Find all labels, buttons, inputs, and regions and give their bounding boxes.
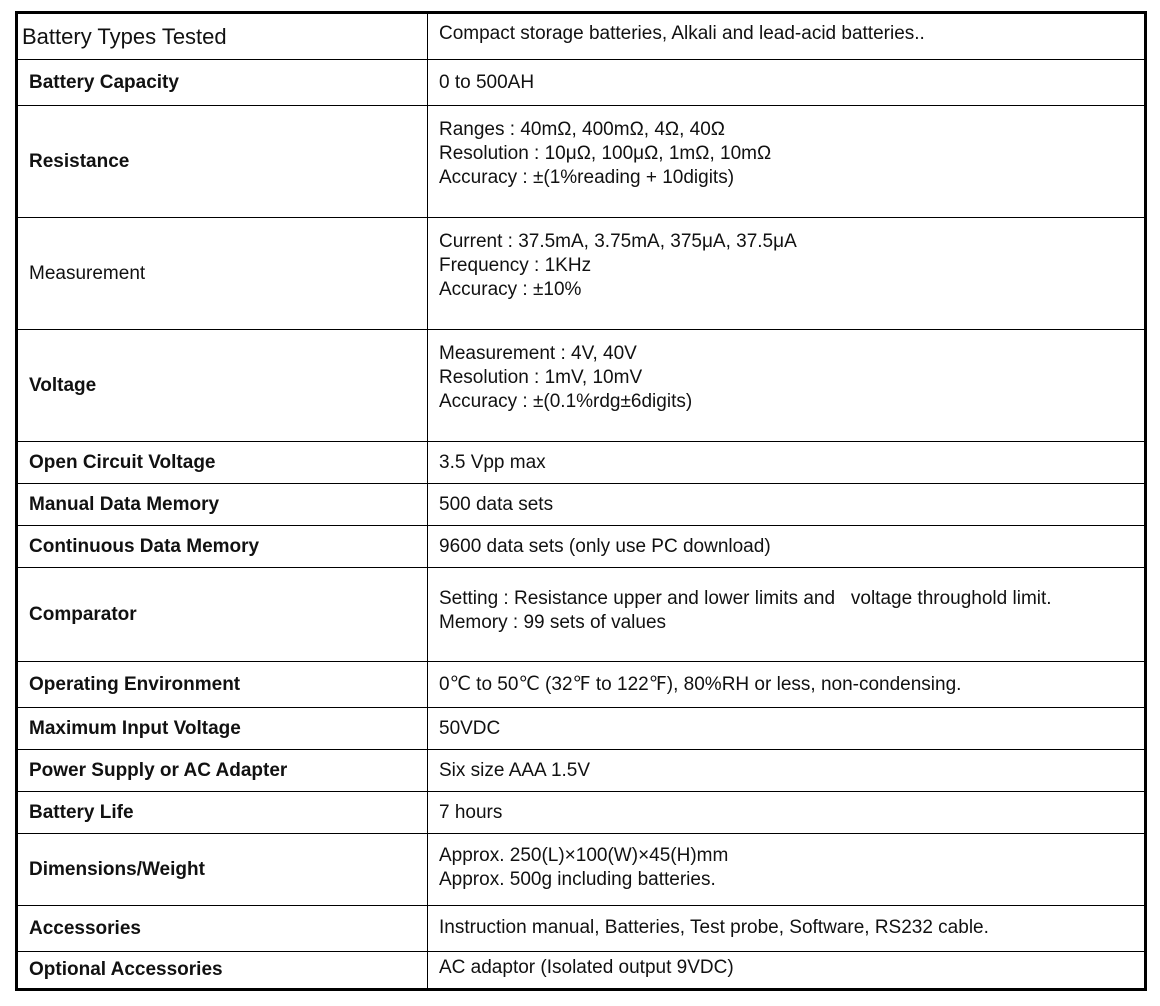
row-value: [428, 750, 1146, 792]
table-row: [17, 792, 1146, 834]
row-value: [428, 708, 1146, 750]
value-line: 50VDC: [439, 717, 501, 739]
table-row: [17, 484, 1146, 526]
value-line: 0 to 500AH: [439, 71, 535, 93]
table-row: [17, 218, 1146, 330]
row-value: [428, 442, 1146, 484]
row-label: Voltage: [17, 330, 428, 442]
row-value: [428, 13, 1146, 60]
row-label: Battery Types Tested: [17, 13, 428, 60]
row-label: Operating Environment: [17, 662, 428, 708]
table-row: [17, 13, 1146, 60]
row-label: Optional Accessories: [17, 952, 428, 990]
table-row: [17, 750, 1146, 792]
value-line: Compact storage batteries, Alkali and lead-acid batteries..: [439, 22, 925, 44]
row-label: Measurement: [17, 218, 428, 330]
value-line: Accuracy : ±(0.1%rdg±6digits): [439, 390, 693, 412]
row-value: [428, 568, 1146, 662]
table-row: [17, 60, 1146, 106]
value-line: Six size AAA 1.5V: [439, 759, 591, 781]
row-value: [428, 60, 1146, 106]
row-label: Battery Capacity: [17, 60, 428, 106]
row-label: Manual Data Memory: [17, 484, 428, 526]
table-row: [17, 330, 1146, 442]
value-line: Measurement : 4V, 40V: [439, 342, 637, 364]
value-line: Current : 37.5mA, 3.75mA, 375μA, 37.5μA: [439, 230, 797, 252]
value-line: Approx. 250(L)×100(W)×45(H)mm: [439, 844, 729, 866]
table-row: [17, 568, 1146, 662]
row-value: [428, 792, 1146, 834]
row-value: [428, 106, 1146, 218]
table-row: [17, 708, 1146, 750]
value-line: AC adaptor (Isolated output 9VDC): [439, 957, 734, 978]
value-line: 7 hours: [439, 801, 503, 823]
row-value: [428, 834, 1146, 906]
value-line: 3.5 Vpp max: [439, 451, 546, 473]
table-row: [17, 106, 1146, 218]
value-line: Memory : 99 sets of values: [439, 611, 667, 633]
row-value: [428, 526, 1146, 568]
row-value: [428, 906, 1146, 952]
value-line: Approx. 500g including batteries.: [439, 868, 716, 890]
value-line: Instruction manual, Batteries, Test probe, Software, RS232 cable.: [439, 916, 989, 938]
value-line: Accuracy : ±10%: [439, 278, 582, 300]
value-line: 9600 data sets (only use PC download): [439, 535, 771, 557]
row-label: Comparator: [17, 568, 428, 662]
row-value: [428, 952, 1146, 990]
value-line: Resolution : 1mV, 10mV: [439, 366, 643, 388]
value-line: 0℃ to 50℃ (32℉ to 122℉), 80%RH or less, non-condensing.: [439, 673, 962, 695]
row-label: Power Supply or AC Adapter: [17, 750, 428, 792]
row-label: Dimensions/Weight: [17, 834, 428, 906]
spec-table: [15, 11, 1147, 991]
row-value: [428, 484, 1146, 526]
value-line: 500 data sets: [439, 493, 554, 515]
row-label: Accessories: [17, 906, 428, 952]
value-line: Accuracy : ±(1%reading + 10digits): [439, 166, 735, 188]
value-line: Ranges : 40mΩ, 400mΩ, 4Ω, 40Ω: [439, 118, 726, 140]
table-row: [17, 906, 1146, 952]
value-line: Resolution : 10μΩ, 100μΩ, 1mΩ, 10mΩ: [439, 142, 772, 164]
table-row: [17, 526, 1146, 568]
row-label: Battery Life: [17, 792, 428, 834]
row-label: Continuous Data Memory: [17, 526, 428, 568]
row-value: [428, 662, 1146, 708]
table-row: [17, 834, 1146, 906]
table-row: [17, 952, 1146, 990]
table-row: [17, 442, 1146, 484]
row-label: Resistance: [17, 106, 428, 218]
row-value: [428, 330, 1146, 442]
row-label: Maximum Input Voltage: [17, 708, 428, 750]
value-line: Frequency : 1KHz: [439, 254, 592, 276]
row-value: [428, 218, 1146, 330]
row-label: Open Circuit Voltage: [17, 442, 428, 484]
table-row: [17, 662, 1146, 708]
value-line: Setting : Resistance upper and lower limits and voltage throughold limit.: [439, 587, 1052, 609]
